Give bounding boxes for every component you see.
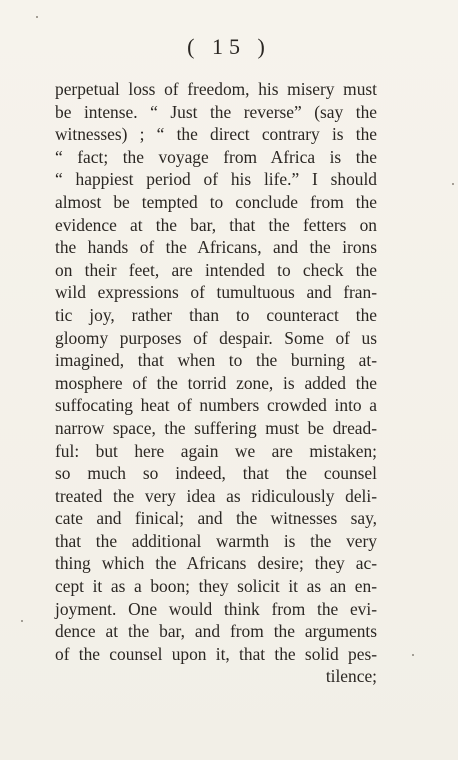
body-text [55, 78, 377, 688]
text-line: witnesses) ; “ the direct contrary is the [55, 124, 377, 145]
text-line: mosphere of the torrid zone, is added the [55, 372, 377, 393]
text-line: that the additional warmth is the very [55, 530, 377, 551]
text-line: narrow space, the suffering must be dread- [55, 417, 377, 438]
text-line: wild expressions of tumultuous and fran- [55, 282, 377, 303]
text-line: ful: but here again we are mistaken; [55, 440, 377, 461]
text-line: imagined, that when to the burning at- [55, 350, 377, 371]
text-line: joyment. One would think from the evi- [55, 598, 377, 619]
text-line: cate and finical; and the witnesses say, [55, 508, 377, 529]
text-line: perpetual loss of freedom, his misery must [55, 79, 377, 99]
page-number: ( 15 ) [187, 34, 271, 59]
text-line: of the counsel upon it, that the solid pes- [55, 643, 377, 664]
text-line: almost be tempted to conclude from the [55, 191, 377, 212]
text-line: gloomy purposes of despair. Some of us [55, 327, 377, 348]
text-line: cept it as a boon; they solicit it as an en- [55, 576, 377, 597]
text-line: dence at the bar, and from the arguments [55, 621, 377, 642]
text-line: the hands of the Africans, and the irons [55, 237, 377, 258]
paper-speck [21, 620, 23, 622]
text-line: “ happiest period of his life.” I should [55, 169, 377, 190]
text-line: thing which the Africans desire; they ac- [55, 553, 377, 574]
text-line: be intense. “ Just the reverse” (say the [55, 101, 377, 122]
text-line: “ fact; the voyage from Africa is the [55, 146, 377, 167]
text-line: evidence at the bar, that the fetters on [55, 214, 377, 235]
paper-speck [412, 654, 414, 656]
text-line: tilence; [325, 666, 377, 687]
text-line: suffocating heat of numbers crowded into a [55, 395, 377, 416]
text-line: treated the very idea as ridiculously deli- [55, 485, 377, 506]
paper-speck [36, 16, 38, 18]
text-line: tic joy, rather than to counteract the [55, 304, 377, 325]
paper-speck [452, 183, 454, 185]
text-line: so much so indeed, that the counsel [55, 463, 377, 484]
text-line: on their feet, are intended to check the [55, 259, 377, 280]
